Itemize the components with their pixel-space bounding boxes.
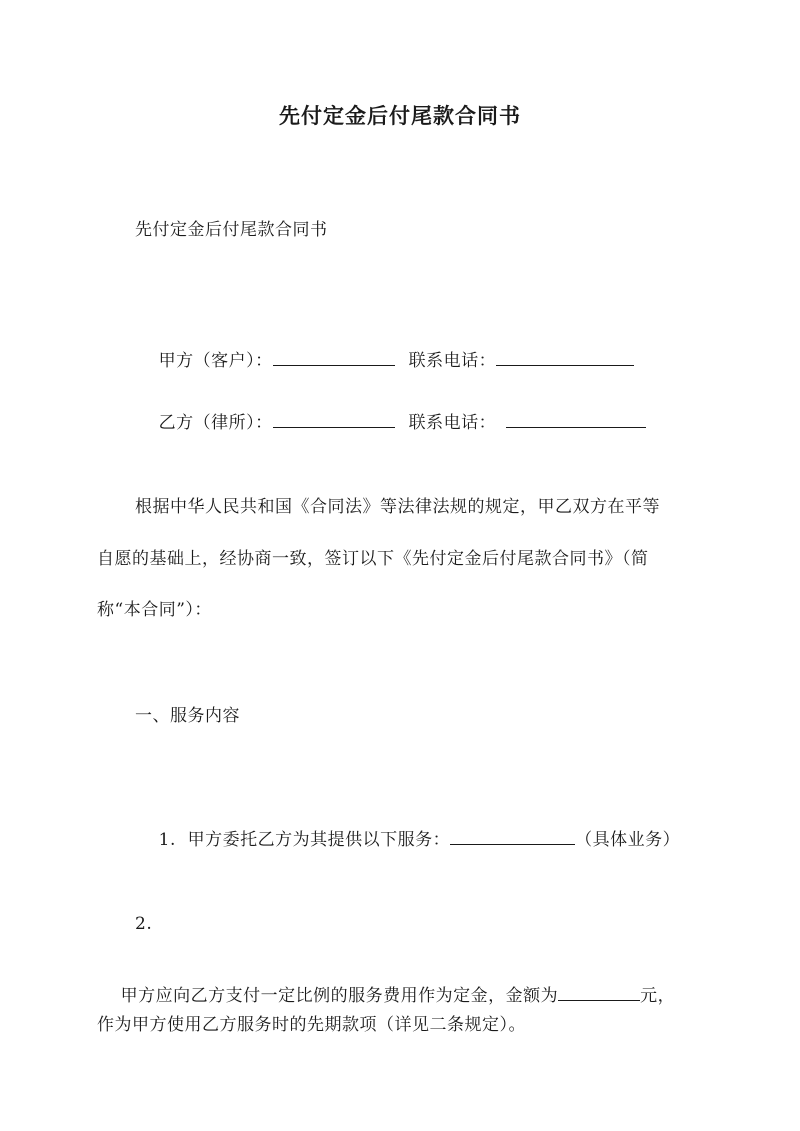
intro-line-1: 根据中华人民共和国《合同法》等法律法规的规定，甲乙双方在平等	[135, 497, 660, 517]
party-a-line	[135, 327, 634, 394]
party-a-name-blank	[273, 349, 395, 366]
party-b-name-blank	[273, 411, 395, 428]
item-2-text: 甲方应向乙方支付一定比例的服务费用作为定金，金额为	[120, 986, 559, 1006]
document-title: 先付定金后付尾款合同书	[279, 103, 521, 128]
party-b-line	[135, 389, 646, 456]
party-a-label: 甲方（客户）：	[158, 351, 273, 371]
deposit-amount-blank	[558, 984, 640, 1001]
item-2-line-2: 作为甲方使用乙方服务时的先期款项（详见二条规定）。	[97, 1015, 526, 1035]
document-subtitle: 先付定金后付尾款合同书	[135, 220, 328, 240]
intro-line-3: 称“本合同”）：	[97, 600, 212, 620]
party-a-phone-label: 联系电话：	[408, 351, 497, 371]
party-a-phone-blank	[496, 349, 634, 366]
item-1-blank	[450, 828, 575, 845]
item-1-suffix: （具体业务）	[575, 830, 681, 850]
item-1-line	[135, 806, 680, 873]
item-2-number: 2.	[135, 914, 153, 934]
party-b-phone-blank	[506, 411, 646, 428]
item-2-unit: 元，	[640, 986, 676, 1006]
item-1-text: 1. 甲方委托乙方为其提供以下服务：	[158, 830, 451, 850]
intro-line-2: 自愿的基础上，经协商一致，签订以下《先付定金后付尾款合同书》（简	[97, 549, 649, 569]
party-b-phone-label: 联系电话：	[408, 413, 497, 433]
section-1-heading: 一、服务内容	[135, 706, 240, 726]
party-b-label: 乙方（律所）：	[158, 413, 273, 433]
